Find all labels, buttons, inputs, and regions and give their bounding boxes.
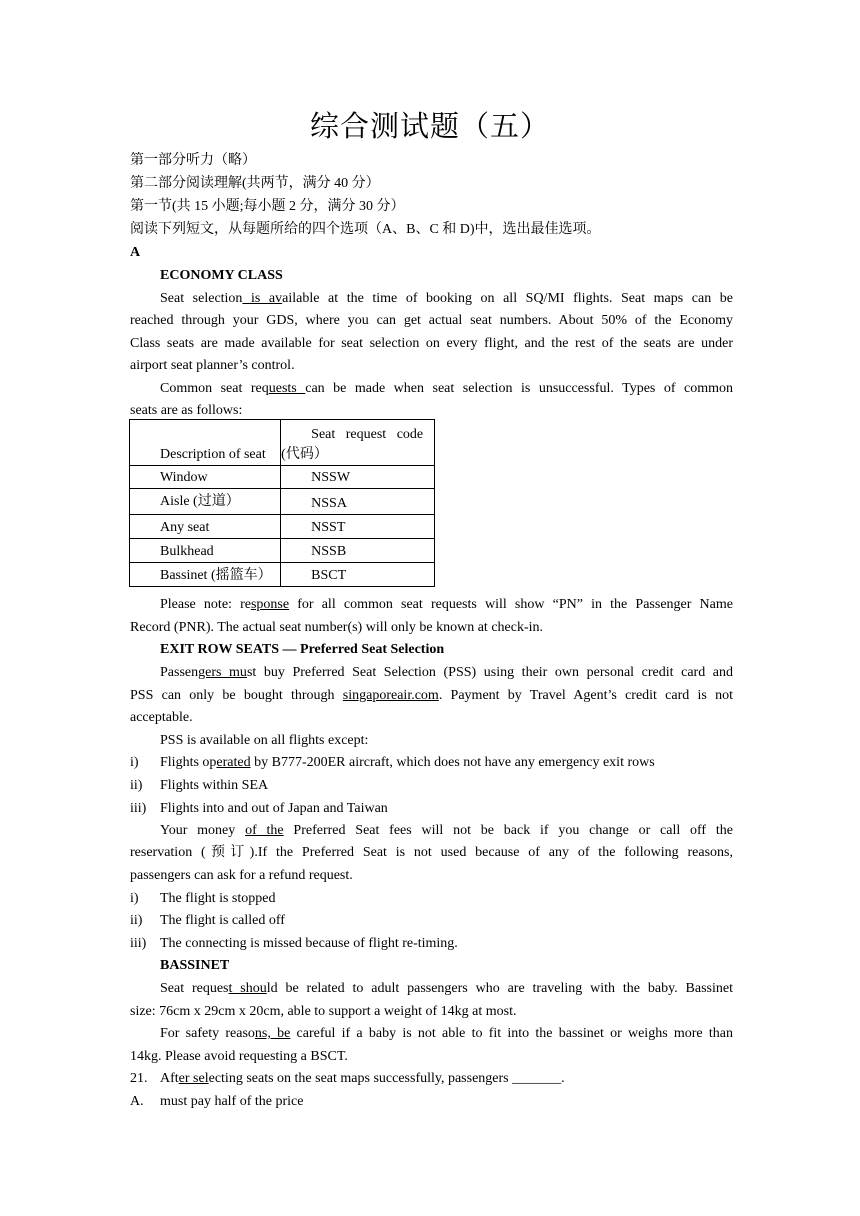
safety-paragraph-line: 14kg. Please avoid requesting a BSCT. <box>130 1049 348 1064</box>
exit-paragraph-line: acceptable. <box>130 710 193 725</box>
table-header-cell: Description of seat <box>130 420 281 466</box>
table-header-cell: Seat request code (代码） <box>281 420 435 466</box>
table-cell: Window <box>130 466 281 489</box>
table-row <box>130 466 435 489</box>
seat-code-table <box>129 419 435 587</box>
list-item: iii) Flights into and out of Japan and Taiwan <box>130 801 388 816</box>
list-item: ii) The flight is called off <box>130 913 285 928</box>
refund-paragraph-line: passengers can ask for a refund request. <box>130 868 353 883</box>
refund-paragraph-line: Your money of the Preferred Seat fees will not be back if you change or call off the <box>160 823 733 838</box>
table-cell: BSCT <box>281 563 435 587</box>
table-cell: NSSW <box>281 466 435 489</box>
table-row <box>130 539 435 563</box>
economy-paragraph-line: Class seats are made available for seat selection on every flight, and the rest of the seats are under <box>130 336 733 351</box>
intro-line: 第一节(共 15 小题;每小题 2 分，满分 30 分） <box>130 199 405 214</box>
table-cell: Bulkhead <box>130 539 281 563</box>
intro-line: 第一部分听力（略） <box>130 153 256 168</box>
bassinet-heading: BASSINET <box>160 958 230 973</box>
common-seat-line: Common seat requests can be made when seat selection is unsuccessful. Types of common <box>160 381 734 396</box>
table-cell: Aisle (过道） <box>130 489 281 515</box>
table-cell: NSSA <box>281 489 435 515</box>
table-cell: NSST <box>281 515 435 539</box>
intro-line: 阅读下列短文，从每题所给的四个选项（A、B、C 和 D)中，选出最佳选项。 <box>130 222 601 237</box>
economy-heading: ECONOMY CLASS <box>160 268 283 283</box>
bassinet-paragraph-line: Seat request should be related to adult passengers who are traveling with the baby. Bassinet <box>160 981 733 996</box>
pss-availability-line: PSS is available on all flights except: <box>160 733 369 748</box>
table-cell: Any seat <box>130 515 281 539</box>
list-item: i) Flights operated by B777-200ER aircraft, which does not have any emergency exit rows <box>130 755 655 770</box>
exit-paragraph-line: Passengers must buy Preferred Seat Selection (PSS) using their own personal credit card and <box>160 665 733 680</box>
table-row <box>130 489 435 515</box>
question-stem: 21. After selecting seats on the seat maps successfully, passengers _______. <box>130 1071 565 1086</box>
section-label: A <box>130 245 141 260</box>
intro-line: 第二部分阅读理解(共两节，满分 40 分） <box>130 176 380 191</box>
safety-paragraph-line: For safety reasons, be careful if a baby is not able to fit into the bassinet or weighs more than <box>160 1026 733 1041</box>
note-line: Please note: response for all common seat requests will show “PN” in the Passenger Name <box>160 597 733 612</box>
page-title: 综合测试题（五） <box>309 109 550 143</box>
economy-paragraph-line: Seat selection is available at the time of booking on all SQ/MI flights. Seat maps can be <box>160 291 733 306</box>
table-row <box>130 563 435 587</box>
list-item: i) The flight is stopped <box>130 891 276 906</box>
refund-paragraph-line: reservation (预订).If the Preferred Seat is not used because of any of the following reasons, <box>130 845 733 860</box>
common-seat-line: seats are as follows: <box>130 403 243 418</box>
table-cell: Bassinet (摇篮车） <box>130 563 281 587</box>
list-item: iii) The connecting is missed because of flight re-timing. <box>130 936 458 951</box>
note-line: Record (PNR). The actual seat number(s) will only be known at check-in. <box>130 620 544 635</box>
answer-option: A. must pay half of the price <box>130 1094 304 1109</box>
table-row <box>130 515 435 539</box>
exit-paragraph-line: PSS can only be bought through singaporeair.com. Payment by Travel Agent’s credit card is not <box>130 688 733 703</box>
economy-paragraph-line: reached through your GDS, where you can get actual seat numbers. About 50% of the Economy <box>130 313 733 328</box>
table-header-row <box>130 420 435 466</box>
economy-paragraph-line: airport seat planner’s control. <box>130 358 295 373</box>
exit-row-heading: EXIT ROW SEATS — Preferred Seat Selection <box>160 642 445 657</box>
table-cell: NSSB <box>281 539 435 563</box>
bassinet-paragraph-line: size: 76cm x 29cm x 20cm, able to support a weight of 14kg at most. <box>130 1004 517 1019</box>
list-item: ii) Flights within SEA <box>130 778 269 793</box>
